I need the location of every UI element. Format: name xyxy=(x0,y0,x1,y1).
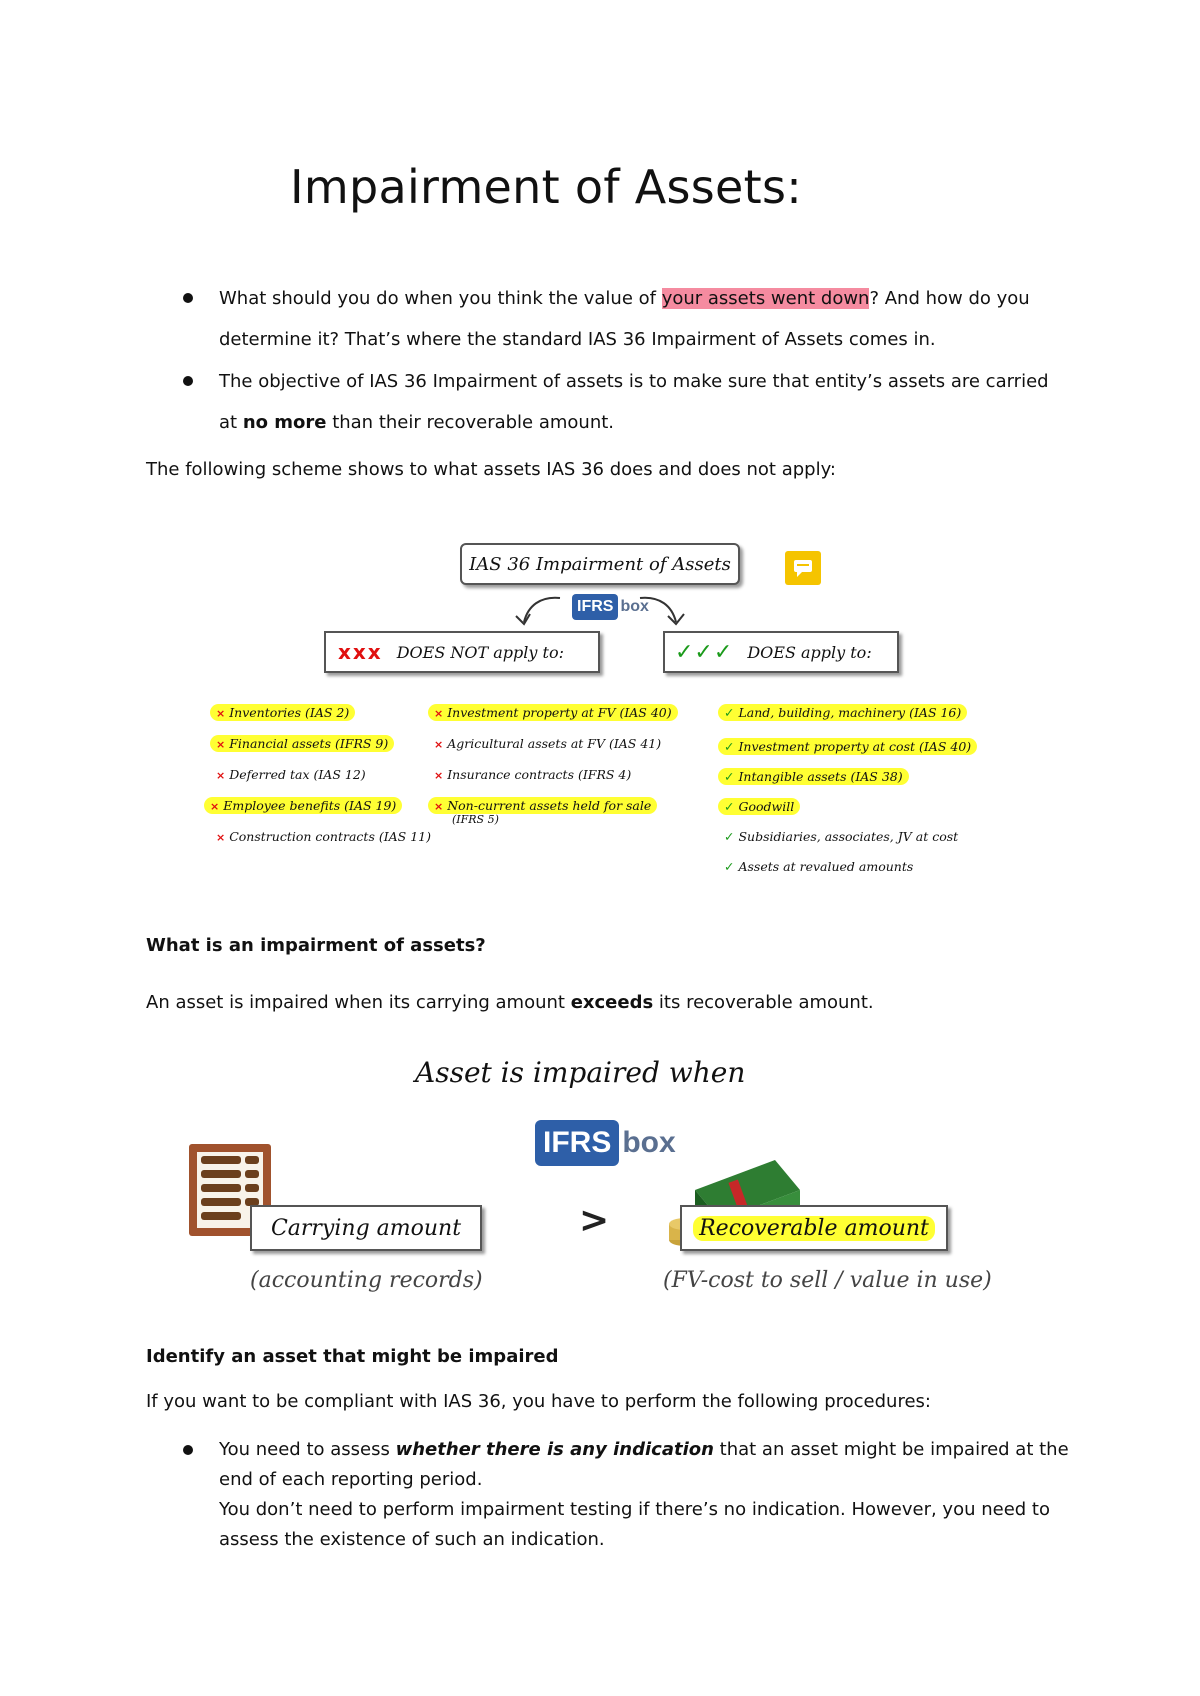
ifrs-box-logo xyxy=(535,1120,676,1166)
paragraph xyxy=(146,991,874,1015)
logo-box: box xyxy=(622,1126,676,1159)
list-item: × Employee benefits (IAS 19) xyxy=(204,798,402,813)
list-item: ✓ Land, building, machinery (IAS 16) xyxy=(718,705,967,720)
cross-marks: xxx xyxy=(338,640,383,664)
bullet-dot xyxy=(183,293,193,303)
highlighted-phrase: your assets went down xyxy=(661,288,870,309)
list-item: × Agricultural assets at FV (IAS 41) xyxy=(434,736,662,751)
emphasis: no more xyxy=(242,412,327,433)
text: An asset is impaired when its carrying amount xyxy=(146,992,571,1013)
applicability-diagram xyxy=(200,535,1020,885)
page-title: Impairment of Assets: xyxy=(290,160,803,214)
recoverable-amount-sub: (FV-cost to sell / value in use) xyxy=(663,1268,992,1293)
recoverable-amount-label: Recoverable amount xyxy=(693,1216,935,1241)
ias36-label: IAS 36 Impairment of Assets xyxy=(469,553,731,575)
list-item: ✓ Assets at revalued amounts xyxy=(724,859,914,874)
intro-bullet-2 xyxy=(219,361,1099,443)
recoverable-amount-box xyxy=(680,1205,948,1251)
logo-ifrs: IFRS xyxy=(572,594,618,620)
list-item: × Financial assets (IFRS 9) xyxy=(210,736,394,751)
list-item: × Investment property at FV (IAS 40) xyxy=(428,705,678,720)
list-item: × Construction contracts (IAS 11) xyxy=(216,829,431,844)
bullet-dot xyxy=(183,1445,193,1455)
procedure-bullet xyxy=(219,1435,1119,1555)
logo-box: box xyxy=(620,598,649,615)
ifrs-box-logo xyxy=(572,594,652,624)
list-item: ✓ Intangible assets (IAS 38) xyxy=(718,769,909,784)
greater-than-sign: > xyxy=(579,1200,610,1241)
text: end of each reporting period. xyxy=(219,1469,483,1490)
carrying-amount-label: Carrying amount xyxy=(270,1215,462,1241)
text: What should you do when you think the value of xyxy=(219,288,662,309)
does-not-apply-box xyxy=(324,631,600,673)
list-item-continuation: (IFRS 5) xyxy=(452,813,499,826)
comment-icon[interactable] xyxy=(785,551,821,585)
list-item: ✓ Subsidiaries, associates, JV at cost xyxy=(724,829,959,844)
section-heading: Identify an asset that might be impaired xyxy=(146,1346,559,1367)
list-item: ✓ Goodwill xyxy=(718,799,800,814)
paragraph: If you want to be compliant with IAS 36, you have to perform the following procedures: xyxy=(146,1391,931,1412)
list-item: ✓ Investment property at cost (IAS 40) xyxy=(718,739,977,754)
text: You don’t need to perform impairment testing if there’s no indication. However, you need to xyxy=(219,1499,1050,1520)
emphasis: whether there is any indication xyxy=(395,1439,714,1460)
text: its recoverable amount. xyxy=(653,992,874,1013)
carrying-amount-sub: (accounting records) xyxy=(250,1268,483,1293)
text: The objective of IAS 36 Impairment of assets is to make sure that entity’s assets are carried xyxy=(219,371,1049,392)
section-heading: What is an impairment of assets? xyxy=(146,935,486,956)
does-apply-box xyxy=(663,631,899,673)
text: at xyxy=(219,412,243,433)
text: determine it? That’s where the standard IAS 36 Impairment of Assets comes in. xyxy=(219,329,936,350)
text: assess the existence of such an indication. xyxy=(219,1529,605,1550)
intro-bullet-1 xyxy=(219,278,1099,360)
does-label: DOES apply to: xyxy=(747,642,872,662)
carrying-amount-box xyxy=(250,1205,482,1251)
list-item: × Non-current assets held for sale xyxy=(428,798,657,813)
text: than their recoverable amount. xyxy=(326,412,615,433)
impairment-diagram xyxy=(175,1050,1055,1310)
text: that an asset might be impaired at the xyxy=(713,1439,1069,1460)
diagram-title: Asset is impaired when xyxy=(415,1056,746,1089)
does-not-label: DOES NOT apply to: xyxy=(396,642,564,662)
list-item: × Insurance contracts (IFRS 4) xyxy=(434,767,632,782)
list-item: × Deferred tax (IAS 12) xyxy=(216,767,366,782)
list-item: × Inventories (IAS 2) xyxy=(210,705,355,720)
emphasis: exceeds xyxy=(570,992,654,1013)
check-marks: ✓✓✓ xyxy=(675,639,734,665)
logo-ifrs: IFRS xyxy=(535,1120,619,1166)
scheme-intro: The following scheme shows to what assets IAS 36 does and does not apply: xyxy=(146,459,836,480)
text: You need to assess xyxy=(219,1439,396,1460)
ias36-box xyxy=(460,543,740,585)
bullet-dot xyxy=(183,376,193,386)
text: ? And how do you xyxy=(869,288,1030,309)
